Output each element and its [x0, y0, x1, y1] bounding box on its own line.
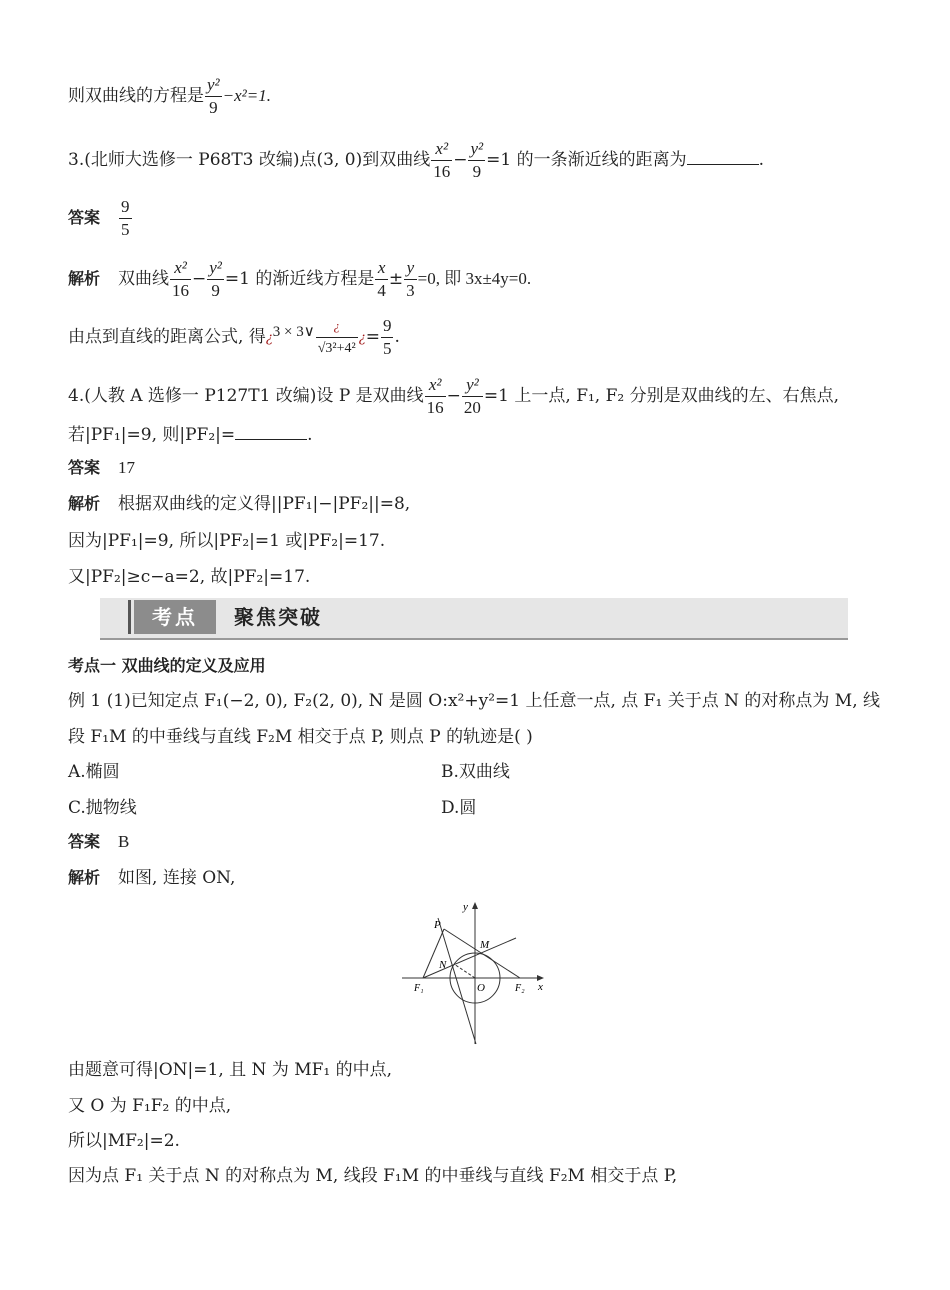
fraction: $\frac{\text{x²}}{16}$ [433, 139, 451, 181]
label-f2: F₂ [515, 983, 525, 994]
label-n: N [439, 959, 447, 971]
question-4: 4.(人教 A 选修一 P127T1 改编)设 P 是双曲线 $\frac{\text{x²}}{16}$ − $\frac{\text{y²}}{20}$ =1 上一点, F₁, F₂ 分别是双曲线的左、右焦点, [68, 375, 840, 417]
fraction: $\frac{\text{y²}}{9}$ [470, 139, 484, 181]
analysis-line: 由题意可得|ON|=1, 且 N 为 MF₁ 的中点, [68, 1060, 393, 1080]
line-f1-m [423, 938, 516, 978]
label-m: M [480, 939, 490, 951]
fraction: $\frac{y}{3}$ [406, 258, 415, 300]
question-3: 3.(北师大选修一 P68T3 改编)点(3, 0)到双曲线 $\frac{\text{x²}}{16}$ − $\frac{\text{y²}}{9}$ =1 的一条渐近线的距离为 . [68, 139, 765, 181]
option-a: A.椭圆 [68, 762, 120, 782]
analysis-line: 因为|PF₁|=9, 所以|PF₂|=1 或|PF₂|=17. [68, 531, 386, 551]
line-hyperbola-equation: 则双曲线的方程是 $\frac{\text{y²}}{9}$ −x²=1. [68, 75, 271, 117]
fraction: $\frac{\text{y²}}{9}$ [209, 258, 222, 300]
question-4-line2: 若|PF₁|=9, 则|PF₂|= . [68, 425, 313, 445]
answer-row: 答案 B [68, 832, 130, 851]
analysis-line: 又|PF₂|≥c−a=2, 故|PF₂|=17. [68, 567, 311, 587]
fraction: $\frac{\text{x²}}{16}$ [172, 258, 190, 300]
label-x: x [538, 981, 543, 993]
answer-row: 答案 17 [68, 458, 136, 477]
option-b: B.双曲线 [441, 762, 510, 782]
analysis-line: 因为点 F₁ 关于点 N 的对称点为 M, 线段 F₁M 的中垂线与直线 F₂M 相交于点 P, [68, 1166, 678, 1186]
analysis-row: 解析 如图, 连接 ON, [68, 868, 236, 888]
analysis-line: 所以|MF₂|=2. [68, 1131, 180, 1151]
answer-row: 答案 $\frac{9}{5}$ [68, 197, 130, 239]
option-d: D.圆 [441, 798, 477, 818]
analysis-row: 解析 根据双曲线的定义得||PF₁|−|PF₂||=8, [68, 494, 411, 514]
distance-fraction: $\frac{¿}{\text{√3²+4²}}$ [316, 315, 358, 360]
answer-blank [235, 425, 307, 440]
answer-blank [687, 150, 759, 165]
segment-on [454, 964, 475, 978]
fraction: $\frac{x}{4}$ [377, 258, 386, 300]
section-heading: 考点一 双曲线的定义及应用 [68, 656, 266, 675]
example-1-line1: 例 1 (1)已知定点 F₁(−2, 0), F₂(2, 0), N 是圆 O:x²+y²=1 上任意一点, 点 F₁ 关于点 N 的对称点为 M, 线 [68, 691, 880, 711]
y-axis-arrow [472, 902, 478, 909]
example-1-line2: 段 F₁M 的中垂线与直线 F₂M 相交于点 P, 则点 P 的轨迹是( ) [68, 727, 533, 747]
label-f1: F₁ [414, 983, 424, 994]
label-o: O [477, 982, 485, 994]
section-banner [100, 598, 848, 640]
fraction: $\frac{\text{y²}}{20}$ [463, 375, 481, 417]
fraction: $\frac{9}{5}$ [382, 316, 392, 358]
analysis-line: 又 O 为 F₁F₂ 的中点, [68, 1096, 232, 1116]
banner-title: 聚焦突破 [234, 605, 322, 629]
geometry-figure [398, 898, 550, 1048]
answer-fraction: $\frac{9}{5}$ [121, 197, 130, 239]
label-p: P [434, 919, 441, 931]
distance-formula-row: 由点到直线的距离公式, 得¿3 × 3∨ $\frac{¿}{\text{√3²+4²}}$ ¿= $\frac{9}{5}$ . [68, 316, 400, 358]
fraction: $\frac{\text{y²}}{9}$ [207, 75, 220, 117]
line-p-f2 [444, 929, 520, 978]
label-y: y [463, 901, 468, 913]
banner-tag: 考点 [134, 600, 216, 634]
analysis-row: 解析 双曲线 $\frac{\text{x²}}{16}$ − $\frac{\text{y²}}{9}$ =1 的渐近线方程是 $\frac{x}{4}$ ± $\frac{y}{3}$ =0, 即 3x±4y=0. [68, 258, 532, 300]
option-c: C.抛物线 [68, 798, 137, 818]
fraction: $\frac{\text{x²}}{16}$ [426, 375, 444, 417]
